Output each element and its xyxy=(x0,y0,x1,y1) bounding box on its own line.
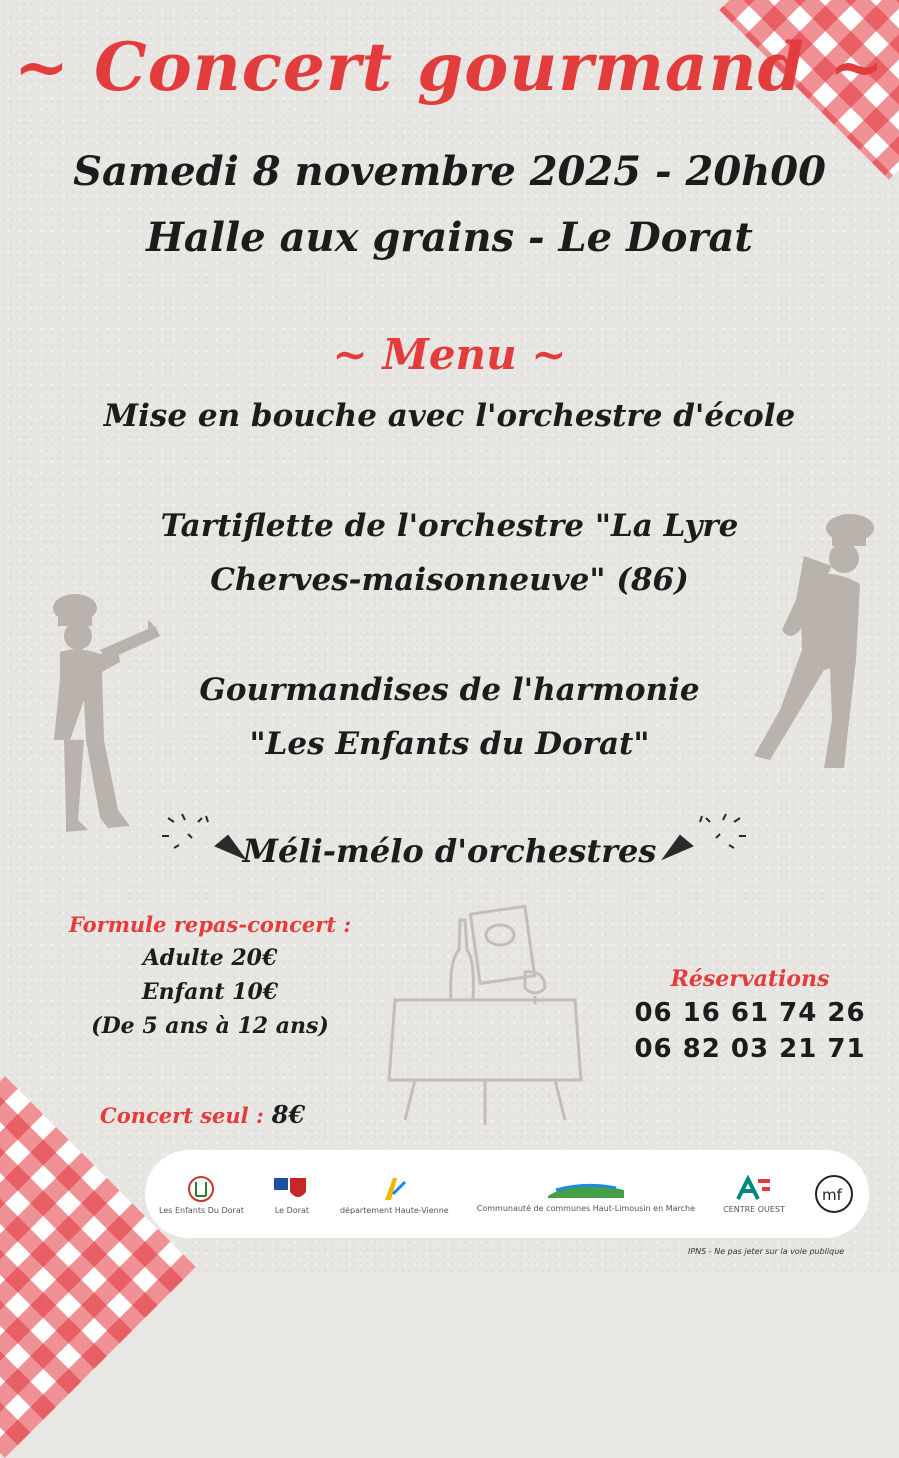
lyre-icon xyxy=(186,1174,216,1204)
logo-le-dorat: Le Dorat xyxy=(272,1174,312,1215)
menu-item: Tartiflette de l'orchestre "La Lyre xyxy=(160,508,739,544)
logo-mf xyxy=(813,1173,855,1215)
footer-note: IPNS - Ne pas jeter sur la voie publique xyxy=(688,1247,845,1256)
party-popper-left-icon xyxy=(158,808,248,868)
formule-child-ages: (De 5 ans à 12 ans) xyxy=(91,1013,329,1039)
coat-of-arms-icon xyxy=(272,1174,312,1204)
event-venue: Halle aux grains - Le Dorat xyxy=(146,214,753,261)
haute-vienne-icon xyxy=(379,1174,409,1204)
logo-haute-vienne: département Haute-Vienne xyxy=(340,1174,449,1215)
phone-number: 06 82 03 21 71 xyxy=(634,1034,866,1064)
sponsor-logos-bar xyxy=(145,1150,869,1238)
reservations-block xyxy=(620,966,880,1064)
svg-text:mf: mf xyxy=(821,1186,842,1204)
phone-number: 06 16 61 74 26 xyxy=(634,998,866,1028)
formule-adult-price: Adulte 20€ xyxy=(142,945,278,971)
trumpet-chef-silhouette xyxy=(30,590,170,860)
formule-heading: Formule repas-concert : xyxy=(68,912,352,937)
menu-item: Gourmandises de l'harmonie xyxy=(199,672,700,708)
reservations-heading: Réservations xyxy=(670,966,830,992)
party-popper-right-icon xyxy=(660,808,750,868)
logo-haut-limousin: Communauté de communes Haut-Limousin en Marche xyxy=(477,1176,695,1213)
mf-icon xyxy=(813,1173,855,1215)
concert-only-block xyxy=(100,1100,305,1129)
landscape-icon xyxy=(546,1176,626,1202)
table-illustration xyxy=(385,900,585,1130)
event-date: Samedi 8 novembre 2025 - 20h00 xyxy=(73,148,826,195)
logo-enfants-du-dorat: Les Enfants Du Dorat xyxy=(159,1174,244,1215)
formule-block xyxy=(40,912,380,1039)
concert-only-label: Concert seul : xyxy=(100,1103,264,1128)
menu-item: "Les Enfants du Dorat" xyxy=(249,726,650,762)
menu-item: Méli-mélo d'orchestres xyxy=(242,832,657,870)
poster-title: ~ Concert gourmand ~ xyxy=(13,28,886,106)
menu-item: Cherves-maisonneuve" (86) xyxy=(210,562,689,598)
concert-only-price: 8€ xyxy=(271,1100,306,1129)
formule-child-price: Enfant 10€ xyxy=(141,979,279,1005)
logo-credit-agricole: CENTRE OUEST xyxy=(723,1175,785,1214)
menu-heading: ~ Menu ~ xyxy=(332,330,567,379)
credit-agricole-icon xyxy=(734,1175,774,1203)
menu-item: Mise en bouche avec l'orchestre d'école xyxy=(103,398,796,434)
